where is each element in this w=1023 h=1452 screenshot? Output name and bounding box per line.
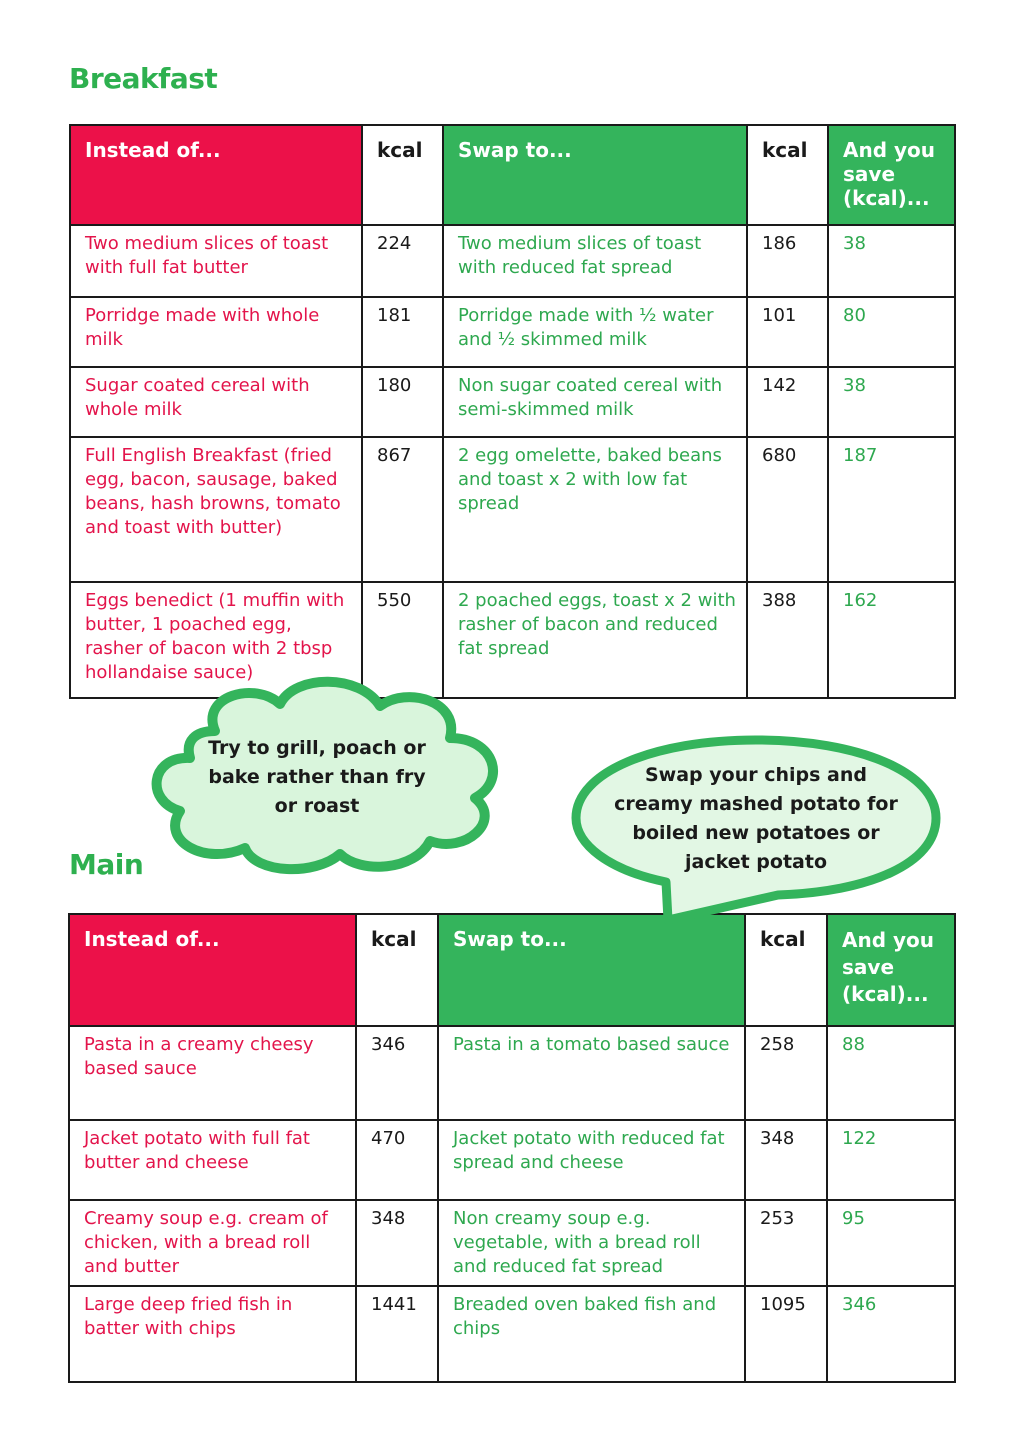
table-row — [69, 1026, 955, 1120]
kcal-swap-cell: 388 — [747, 582, 828, 698]
kcal-swap-cell: 348 — [745, 1120, 827, 1200]
kcal-swap-cell: 1095 — [745, 1286, 827, 1382]
kcal-cell: 348 — [356, 1200, 438, 1286]
swap-cell: Porridge made with ½ water and ½ skimmed milk — [443, 297, 747, 367]
header-save: And you save (kcal)... — [827, 914, 955, 1026]
save-cell: 88 — [827, 1026, 955, 1120]
table-row — [70, 437, 955, 582]
breakfast-title: Breakfast — [69, 62, 218, 95]
kcal-swap-cell: 258 — [745, 1026, 827, 1120]
instead-cell: Two medium slices of toast with full fat butter — [70, 225, 362, 297]
kcal-cell: 181 — [362, 297, 443, 367]
save-cell: 122 — [827, 1120, 955, 1200]
save-cell: 346 — [827, 1286, 955, 1382]
header-kcal: kcal — [356, 914, 438, 1026]
swap-cell: Pasta in a tomato based sauce — [438, 1026, 745, 1120]
breakfast-table — [69, 124, 956, 699]
kcal-swap-cell: 253 — [745, 1200, 827, 1286]
instead-cell: Sugar coated cereal with whole milk — [70, 367, 362, 437]
swap-cell: Two medium slices of toast with reduced fat spread — [443, 225, 747, 297]
swap-cell: Breaded oven baked fish and chips — [438, 1286, 745, 1382]
header-kcal: kcal — [362, 125, 443, 225]
kcal-swap-cell: 680 — [747, 437, 828, 582]
kcal-cell: 470 — [356, 1120, 438, 1200]
save-cell: 95 — [827, 1200, 955, 1286]
swap-cell: Non creamy soup e.g. vegetable, with a bread roll and reduced fat spread — [438, 1200, 745, 1286]
table-row — [70, 297, 955, 367]
instead-cell: Eggs benedict (1 muffin with butter, 1 poached egg, rasher of bacon with 2 tbsp hollandaise sauce) — [70, 582, 362, 698]
kcal-swap-cell: 186 — [747, 225, 828, 297]
save-cell: 80 — [828, 297, 955, 367]
kcal-cell: 180 — [362, 367, 443, 437]
speech-tip-text: Swap your chips and creamy mashed potato for boiled new potatoes or jacket potato — [614, 764, 898, 873]
kcal-cell: 224 — [362, 225, 443, 297]
instead-cell: Large deep fried fish in batter with chips — [69, 1286, 356, 1382]
table-row — [69, 1120, 955, 1200]
table-row — [70, 367, 955, 437]
table-header-row — [70, 125, 955, 225]
kcal-cell: 550 — [362, 582, 443, 698]
save-cell: 38 — [828, 367, 955, 437]
header-kcal-swap: kcal — [745, 914, 827, 1026]
main-title: Main — [69, 848, 144, 881]
header-instead: Instead of... — [70, 125, 362, 225]
swap-cell: Non sugar coated cereal with semi-skimmed milk — [443, 367, 747, 437]
table-row — [69, 1286, 955, 1382]
kcal-swap-cell: 101 — [747, 297, 828, 367]
kcal-cell: 346 — [356, 1026, 438, 1120]
save-cell: 187 — [828, 437, 955, 582]
header-instead: Instead of... — [69, 914, 356, 1026]
instead-cell: Pasta in a creamy cheesy based sauce — [69, 1026, 356, 1120]
table-row — [70, 225, 955, 297]
table-row — [69, 1200, 955, 1286]
save-cell: 162 — [828, 582, 955, 698]
header-swap: Swap to... — [443, 125, 747, 225]
instead-cell: Full English Breakfast (fried egg, bacon, sausage, baked beans, hash browns, tomato and toast with butter) — [70, 437, 362, 582]
header-swap: Swap to... — [438, 914, 745, 1026]
instead-cell: Creamy soup e.g. cream of chicken, with a bread roll and butter — [69, 1200, 356, 1286]
kcal-cell: 1441 — [356, 1286, 438, 1382]
instead-cell: Porridge made with whole milk — [70, 297, 362, 367]
header-kcal-swap: kcal — [747, 125, 828, 225]
save-cell: 38 — [828, 225, 955, 297]
header-save: And you save (kcal)... — [828, 125, 955, 225]
kcal-cell: 867 — [362, 437, 443, 582]
cloud-tip-text: Try to grill, poach or bake rather than fry or roast — [208, 737, 426, 817]
swap-cell: Jacket potato with reduced fat spread and cheese — [438, 1120, 745, 1200]
main-table — [68, 913, 956, 1383]
swap-cell: 2 poached eggs, toast x 2 with rasher of bacon and reduced fat spread — [443, 582, 747, 698]
instead-cell: Jacket potato with full fat butter and cheese — [69, 1120, 356, 1200]
kcal-swap-cell: 142 — [747, 367, 828, 437]
swap-cell: 2 egg omelette, baked beans and toast x 2 with low fat spread — [443, 437, 747, 582]
